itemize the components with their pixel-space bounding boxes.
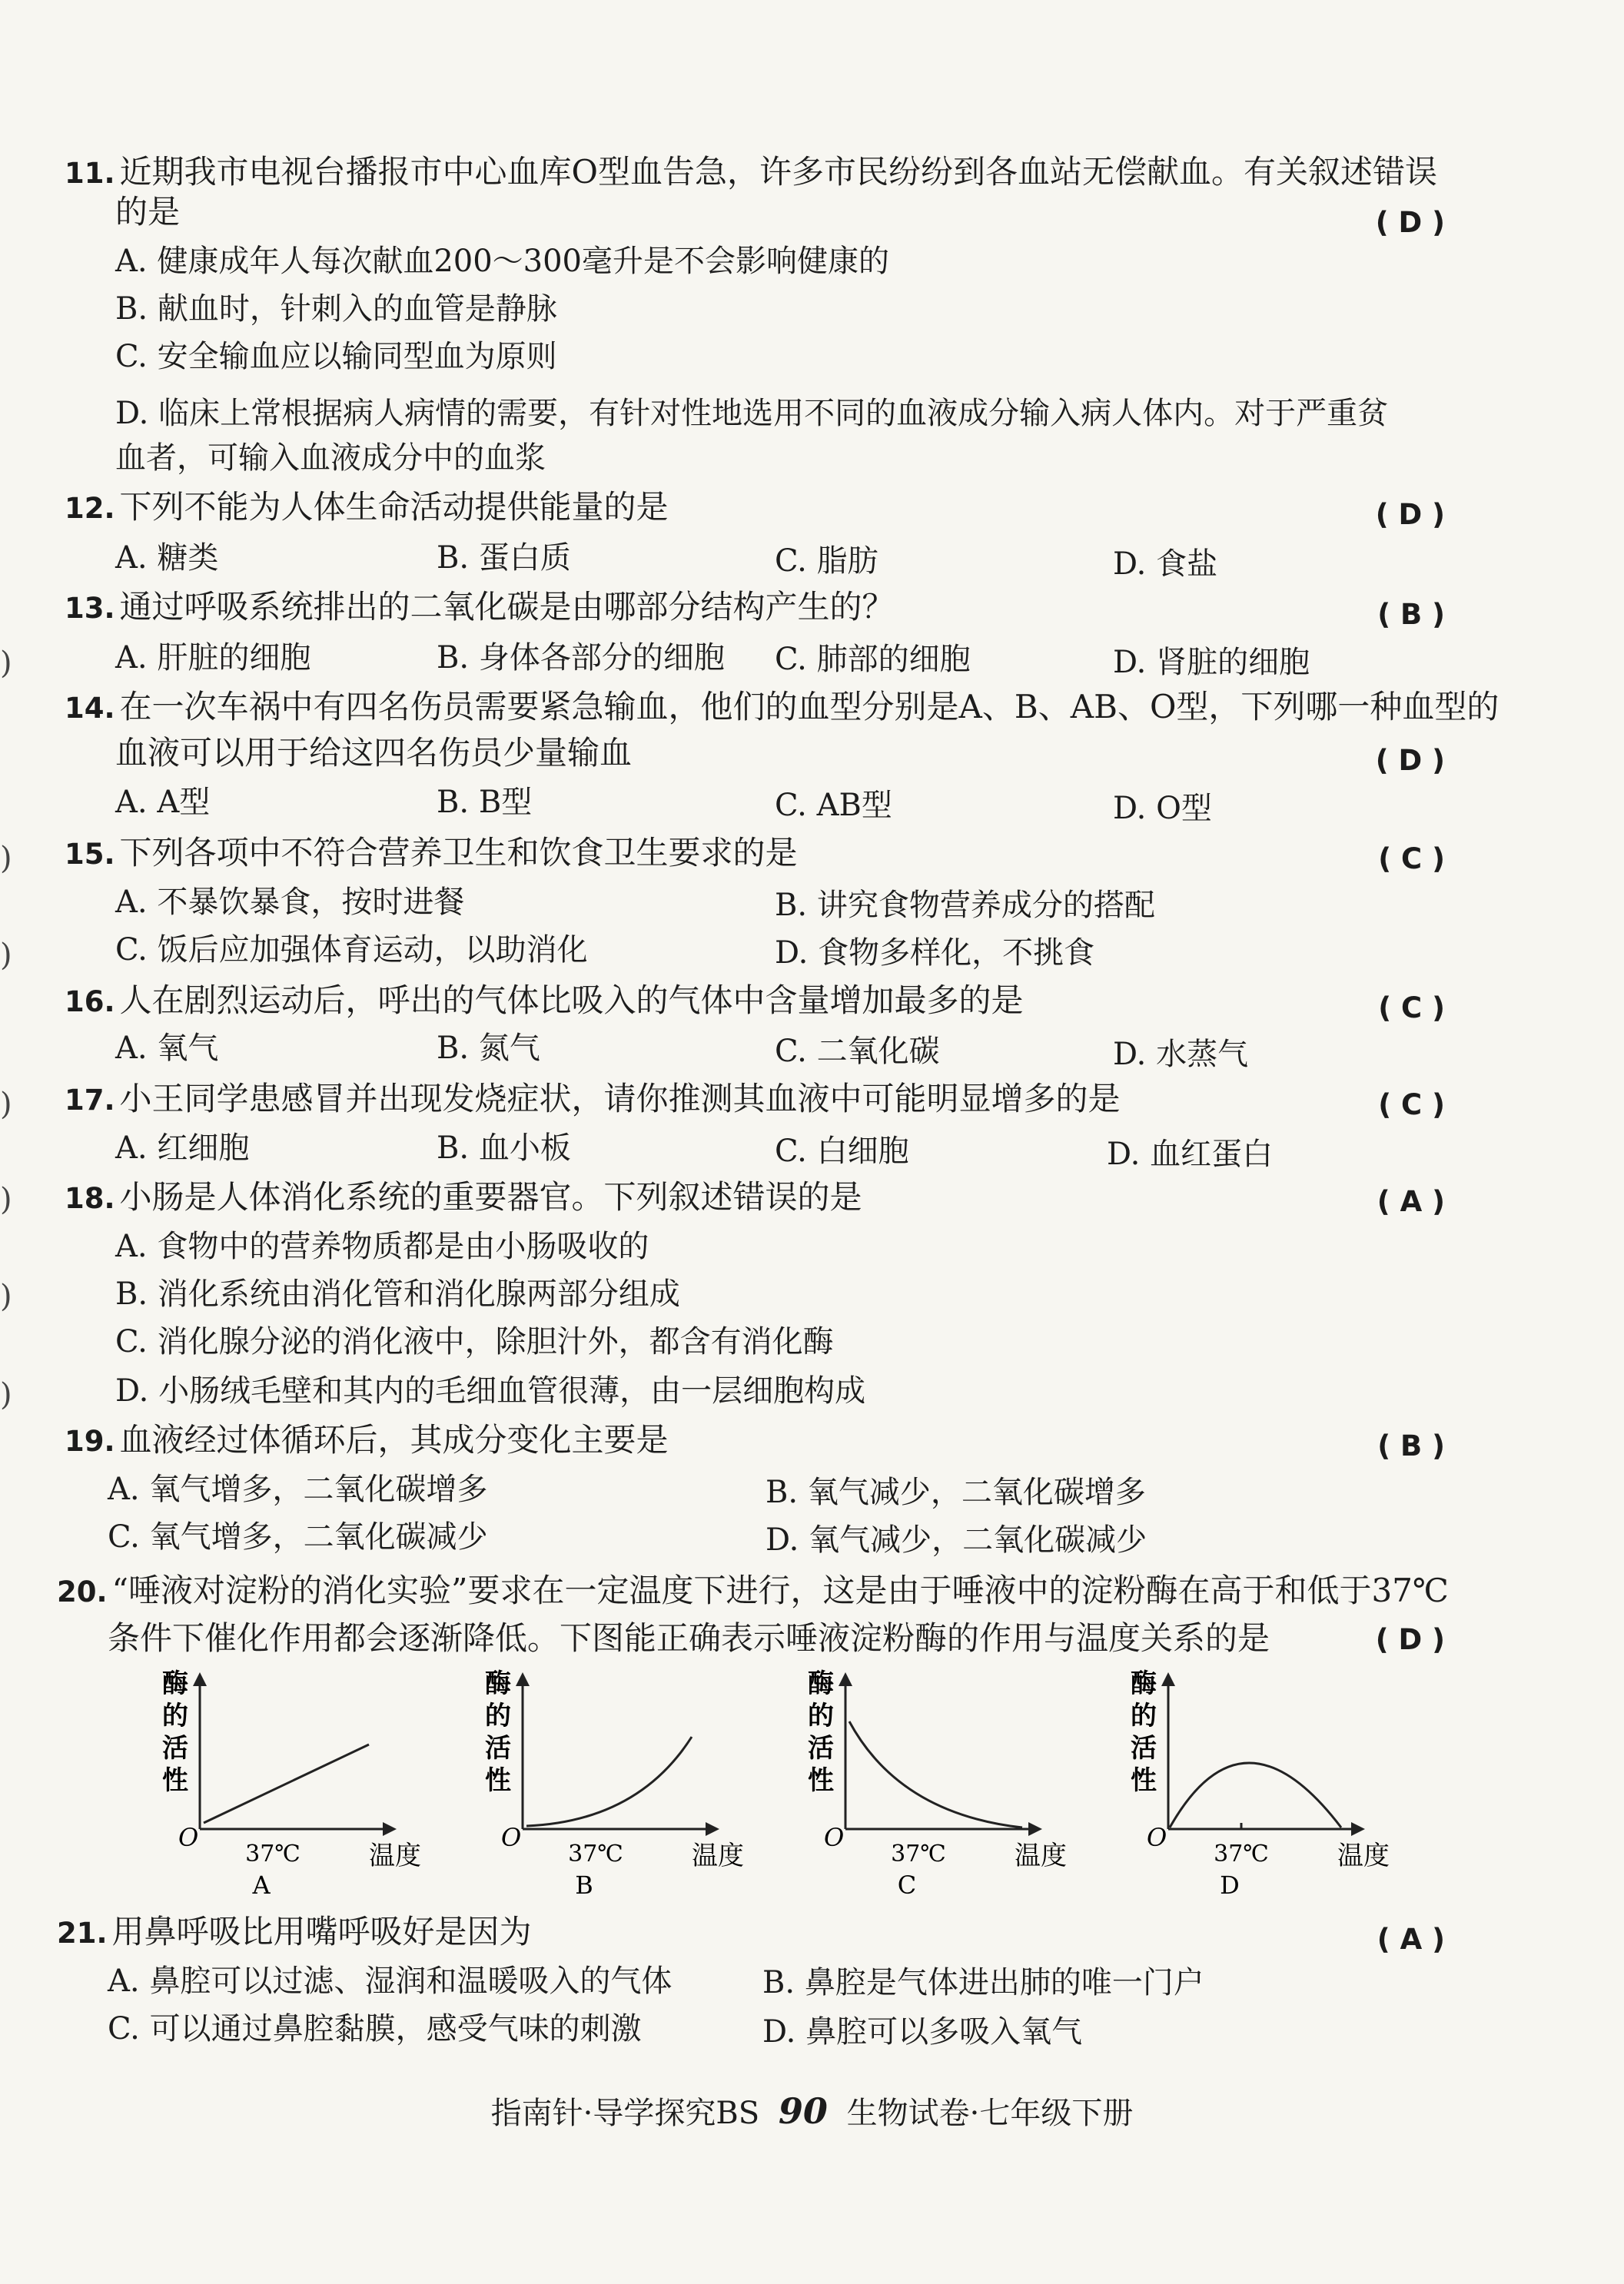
question-14-cont: 血液可以用于给这四名伤员少量输血: [115, 734, 633, 772]
question-14: [65, 686, 1499, 730]
question-12: [65, 486, 1448, 530]
page-number: 90: [778, 2090, 828, 2132]
question-text: 在一次车祸中有四名伤员需要紧急输血，他们的血型分别是A、B、AB、O型，下列哪一种血型的: [119, 688, 1499, 725]
edge-mark: ): [0, 1087, 12, 1122]
option-14-a: A. A型: [115, 785, 211, 820]
footer-right: 生物试卷·七年级下册: [846, 2096, 1134, 2131]
tick-label: 37℃: [245, 1841, 301, 1867]
option-17-d: D. 血红蛋白: [1107, 1137, 1274, 1172]
option-13-c: C. 肺部的细胞: [775, 642, 971, 677]
exam-page: 11. 近期我市电视台播报市中心血库O型血告急，许多市民纷纷到各血站无偿献血。有关叙述错误 的是 ( D ) A. 健康成年人每次献血200～300毫升是不会影响健康的 B. 献血时，针刺入的血管是静脉 C. 安全输血应以输同型血为原则 D. 临床上常根据病人病情的需要，有针对性地选用不同的血液成分输入病人体内。对于严重贫 血者，可输入血液成分中的血浆 12. 下列不能为人体生命活动提供能量的是 ( D ) A. 糖类 B. 蛋白质 C. 脂肪 D. 食盐 13. 通过呼吸系统排出的二氧化碳是由哪部分结构产生的？ ( B ) A. 肝脏的细胞 B. 身体各部分的细胞 C. 肺部的细胞 D. 肾脏的细胞 14. 在一次车祸中有四名伤员需要紧急输血，他们的血型分别是A、B、AB、O型，下列哪一种血型的 血液可以用于给这四名伤员少量输血 ( D ) A. A型 B. B型 C. AB型 D. O型 15. 下列各项中不符合营养卫生和饮食卫生要求的是 ( C ) A. 不暴饮暴食，按时进餐 B. 讲究食物营养成分的搭配 C. 饭后应加强体育运动，以助消化 D. 食物多样化，不挑食 16. 人在剧烈运动后，呼出的气体比吸入的气体中含量增加最多的是 ( C ) A. 氧气 B. 氮气 C. 二氧化碳 D. 水蒸气 17. 小王同学患感冒并出现发烧症状，请你推测其血液中可能明显增多的是 ( C ) A. 红细胞 B. 血小板 C. 白细胞 D. 血红蛋白 18. 小肠是人体消化系统的重要器官。下列叙述错误的是 ( A ) A. 食物中的营养物质都是由小肠吸收的 B. 消化系统由消化管和消化腺两部分组成 C. 消化腺分泌的消化液中，除胆汁外，都含有消化酶 D. 小肠绒毛壁和其内的毛细血管很薄，由一层细胞构成 19. 血液经过体循环后，其成分变化主要是 ( B ) A. 氧气增多，二氧化碳增多 B. 氧气减少，二氧化碳增多 C. 氧气增多，二氧化碳减少 D. 氧气减少，二氧化碳减少 20. “唾液对淀粉的消化实验”要求在一定温度下进行，这是由于唾液中的淀粉酶在高于和低于37℃ 条件下催化作用都会逐渐降低。下图能正确表示唾液淀粉酶的作用与温度关系的是 ( D ) 酶 的 活 性 O 37℃ 温度 A 酶 的 活 性 O 37℃ 温度 B 酶 的 活 性 O 37℃ 温度 C 酶 的 活 性 O 37℃ 温度 D 21. 用鼻呼吸比用嘴呼吸好是因为 ( A ) A. 鼻腔可以过滤、湿润和温暖吸入的气体 B. 鼻腔是气体进出肺的唯一门户 C. 可以通过鼻腔黏膜，感受气味的刺激 D. 鼻腔可以多吸入氧气 指南针·导学探究BS 90 生物试卷·七年级下册 ) ) ) ) ) ) ): [0, 0, 1624, 2284]
chart-svg: [799, 1660, 1076, 1900]
x-axis-arrow: [383, 1822, 397, 1836]
option-13-d: D. 肾脏的细胞: [1113, 645, 1310, 680]
option-12-d: D. 食盐: [1113, 546, 1218, 582]
option-15-c: C. 饭后应加强体育运动，以助消化: [115, 932, 588, 968]
y-label-char: 活: [485, 1733, 511, 1764]
question-number: 16.: [65, 985, 115, 1018]
option-17-a: A. 红细胞: [115, 1130, 250, 1166]
option-19-b: B. 氧气减少，二氧化碳增多: [766, 1475, 1146, 1510]
answer-letter: D: [1398, 206, 1423, 239]
y-label-char: 性: [485, 1765, 511, 1796]
curve: [1170, 1763, 1341, 1828]
question-20-cont: 条件下催化作用都会逐渐降低。下图能正确表示唾液淀粉酶的作用与温度关系的是: [108, 1619, 1270, 1657]
option-15-a: A. 不暴饮暴食，按时进餐: [115, 885, 465, 920]
x-axis-arrow: [1351, 1822, 1365, 1836]
option-11-c: C. 安全输血应以输同型血为原则: [115, 339, 557, 374]
option-15-d: D. 食物多样化，不挑食: [775, 935, 1095, 971]
chart-svg: [477, 1660, 753, 1900]
option-19-a: A. 氧气增多，二氧化碳增多: [108, 1472, 488, 1507]
question-15: [65, 832, 1448, 876]
question-text: “唾液对淀粉的消化实验”要求在一定温度下进行，这是由于唾液中的淀粉酶在高于和低于37℃: [111, 1572, 1449, 1609]
answer-letter: C: [1401, 991, 1423, 1024]
question-text: 小肠是人体消化系统的重要器官。下列叙述错误的是: [119, 1178, 862, 1216]
option-17-c: C. 白细胞: [775, 1134, 909, 1169]
question-16: [65, 979, 1448, 1024]
y-label-char: 性: [1131, 1765, 1157, 1796]
y-label-char: 的: [485, 1701, 511, 1731]
question-number: 13.: [65, 592, 115, 625]
answer-letter: C: [1401, 1088, 1423, 1121]
option-11-d-cont: 血者，可输入血液成分中的血浆: [115, 440, 546, 476]
chart-svg: [1122, 1660, 1399, 1900]
question-text: 用鼻呼吸比用嘴呼吸好是因为: [111, 1913, 532, 1950]
origin-label: O: [178, 1823, 199, 1852]
chart-svg: [154, 1660, 430, 1900]
question-19: [65, 1419, 1448, 1463]
option-13-b: B. 身体各部分的细胞: [437, 640, 725, 676]
option-12-b: B. 蛋白质: [437, 540, 571, 576]
question-number: 18.: [65, 1182, 115, 1215]
x-label: 温度: [1015, 1841, 1067, 1871]
option-11-b: B. 献血时，针刺入的血管是静脉: [115, 291, 557, 327]
question-18: [65, 1176, 1448, 1220]
answer-letter: D: [1398, 498, 1423, 531]
y-label-char: 活: [162, 1733, 188, 1764]
answer-letter: A: [1400, 1185, 1423, 1218]
edge-mark: ): [0, 1182, 12, 1217]
answer-letter: B: [1400, 598, 1423, 631]
edge-mark: ): [0, 646, 12, 681]
y-label-char: 的: [162, 1701, 188, 1731]
option-16-a: A. 氧气: [115, 1031, 219, 1066]
question-number: 14.: [65, 692, 115, 725]
option-19-d: D. 氧气减少，二氧化碳减少: [766, 1522, 1147, 1558]
option-14-d: D. O型: [1113, 791, 1212, 826]
y-label-char: 酶: [1131, 1668, 1157, 1699]
chart-d: [1122, 1660, 1399, 1900]
option-15-b: B. 讲究食物营养成分的搭配: [775, 888, 1155, 923]
question-20: [57, 1569, 1449, 1614]
question-11-cont: 的是: [115, 193, 181, 231]
y-axis-arrow: [516, 1672, 530, 1686]
option-21-d: D. 鼻腔可以多吸入氧气: [762, 2014, 1083, 2050]
question-number: 11.: [65, 157, 115, 190]
question-text: 血液经过体循环后，其成分变化主要是: [119, 1421, 669, 1459]
edge-mark: ): [0, 1377, 12, 1413]
option-14-b: B. B型: [437, 785, 533, 820]
question-number: 20.: [57, 1575, 108, 1608]
answer-letter: D: [1398, 1623, 1423, 1656]
curve: [526, 1737, 692, 1826]
answer-letter: D: [1398, 744, 1423, 777]
option-12-c: C. 脂肪: [775, 543, 878, 579]
question-text: 小王同学患感冒并出现发烧症状，请你推测其血液中可能明显增多的是: [119, 1080, 1121, 1117]
chart-option-label: B: [575, 1871, 593, 1900]
y-axis-arrow: [193, 1672, 207, 1686]
page-footer: [0, 2089, 1624, 2133]
question-number: 21.: [57, 1917, 108, 1950]
question-text: 人在剧烈运动后，呼出的气体比吸入的气体中含量增加最多的是: [119, 981, 1024, 1019]
option-11-a: A. 健康成年人每次献血200～300毫升是不会影响健康的: [115, 244, 890, 279]
option-16-c: C. 二氧化碳: [775, 1034, 940, 1069]
option-18-a: A. 食物中的营养物质都是由小肠吸收的: [115, 1229, 649, 1264]
tick-label: 37℃: [568, 1841, 623, 1867]
origin-label: O: [824, 1823, 845, 1852]
y-label-char: 性: [162, 1765, 188, 1796]
y-label-char: 酶: [808, 1668, 834, 1699]
question-21: [57, 1911, 1440, 1955]
curve: [204, 1745, 369, 1823]
option-16-b: B. 氮气: [437, 1031, 540, 1066]
y-axis-arrow: [1161, 1672, 1175, 1686]
option-11-d: D. 临床上常根据病人病情的需要，有针对性地选用不同的血液成分输入病人体内。对于严重贫: [115, 396, 1389, 431]
y-label-char: 酶: [162, 1668, 188, 1699]
y-label-char: 性: [808, 1765, 834, 1796]
question-text: 下列各项中不符合营养卫生和饮食卫生要求的是: [119, 834, 798, 871]
option-13-a: A. 肝脏的细胞: [115, 640, 311, 676]
y-label-char: 的: [808, 1701, 834, 1731]
question-17: [65, 1077, 1448, 1122]
option-19-c: C. 氧气增多，二氧化碳减少: [108, 1519, 488, 1555]
question-13: [65, 586, 1448, 630]
question-number: 15.: [65, 838, 115, 871]
origin-label: O: [501, 1823, 522, 1852]
x-label: 温度: [1337, 1841, 1390, 1871]
y-label-char: 酶: [485, 1668, 511, 1699]
question-text: 通过呼吸系统排出的二氧化碳是由哪部分结构产生的？: [119, 588, 895, 626]
option-21-a: A. 鼻腔可以过滤、湿润和温暖吸入的气体: [108, 1964, 673, 1999]
answer-letter: A: [1400, 1923, 1423, 1956]
question-text: 近期我市电视台播报市中心血库O型血告急，许多市民纷纷到各血站无偿献血。有关叙述错误: [119, 153, 1437, 191]
option-18-d: D. 小肠绒毛壁和其内的毛细血管很薄，由一层细胞构成: [115, 1373, 866, 1409]
option-14-c: C. AB型: [775, 788, 892, 823]
x-axis-arrow: [706, 1822, 719, 1836]
option-21-c: C. 可以通过鼻腔黏膜，感受气味的刺激: [108, 2011, 642, 2047]
origin-label: O: [1147, 1823, 1167, 1852]
chart-option-label: D: [1220, 1871, 1240, 1900]
footer-left: 指南针·导学探究BS: [490, 2096, 760, 2131]
x-label: 温度: [692, 1841, 744, 1871]
edge-mark: ): [0, 938, 12, 973]
answer-letter: C: [1401, 842, 1423, 875]
y-label-char: 的: [1131, 1701, 1157, 1731]
chart-a: [154, 1660, 430, 1900]
x-label: 温度: [369, 1841, 421, 1871]
option-17-b: B. 血小板: [437, 1130, 571, 1166]
question-number: 19.: [65, 1425, 115, 1458]
edge-mark: ): [0, 841, 12, 876]
question-number: 17.: [65, 1084, 115, 1117]
question-number: 12.: [65, 492, 115, 525]
curve: [849, 1721, 1022, 1828]
question-11: [65, 151, 1448, 195]
chart-b: [477, 1660, 753, 1900]
chart-option-label: C: [897, 1871, 917, 1900]
y-label-char: 活: [808, 1733, 834, 1764]
question-text: 下列不能为人体生命活动提供能量的是: [119, 488, 669, 526]
chart-option-label: A: [252, 1871, 271, 1900]
edge-mark: ): [0, 1279, 12, 1314]
tick-label: 37℃: [1214, 1841, 1269, 1867]
option-16-d: D. 水蒸气: [1113, 1037, 1249, 1072]
chart-c: [799, 1660, 1076, 1900]
option-12-a: A. 糖类: [115, 540, 219, 576]
x-axis-arrow: [1028, 1822, 1042, 1836]
option-18-b: B. 消化系统由消化管和消化腺两部分组成: [115, 1276, 680, 1312]
tick-label: 37℃: [891, 1841, 946, 1867]
option-21-b: B. 鼻腔是气体进出肺的唯一门户: [762, 1965, 1204, 2000]
y-axis-arrow: [839, 1672, 852, 1686]
option-18-c: C. 消化腺分泌的消化液中，除胆汁外，都含有消化酶: [115, 1324, 834, 1359]
y-label-char: 活: [1131, 1733, 1157, 1764]
answer-letter: B: [1400, 1429, 1423, 1462]
